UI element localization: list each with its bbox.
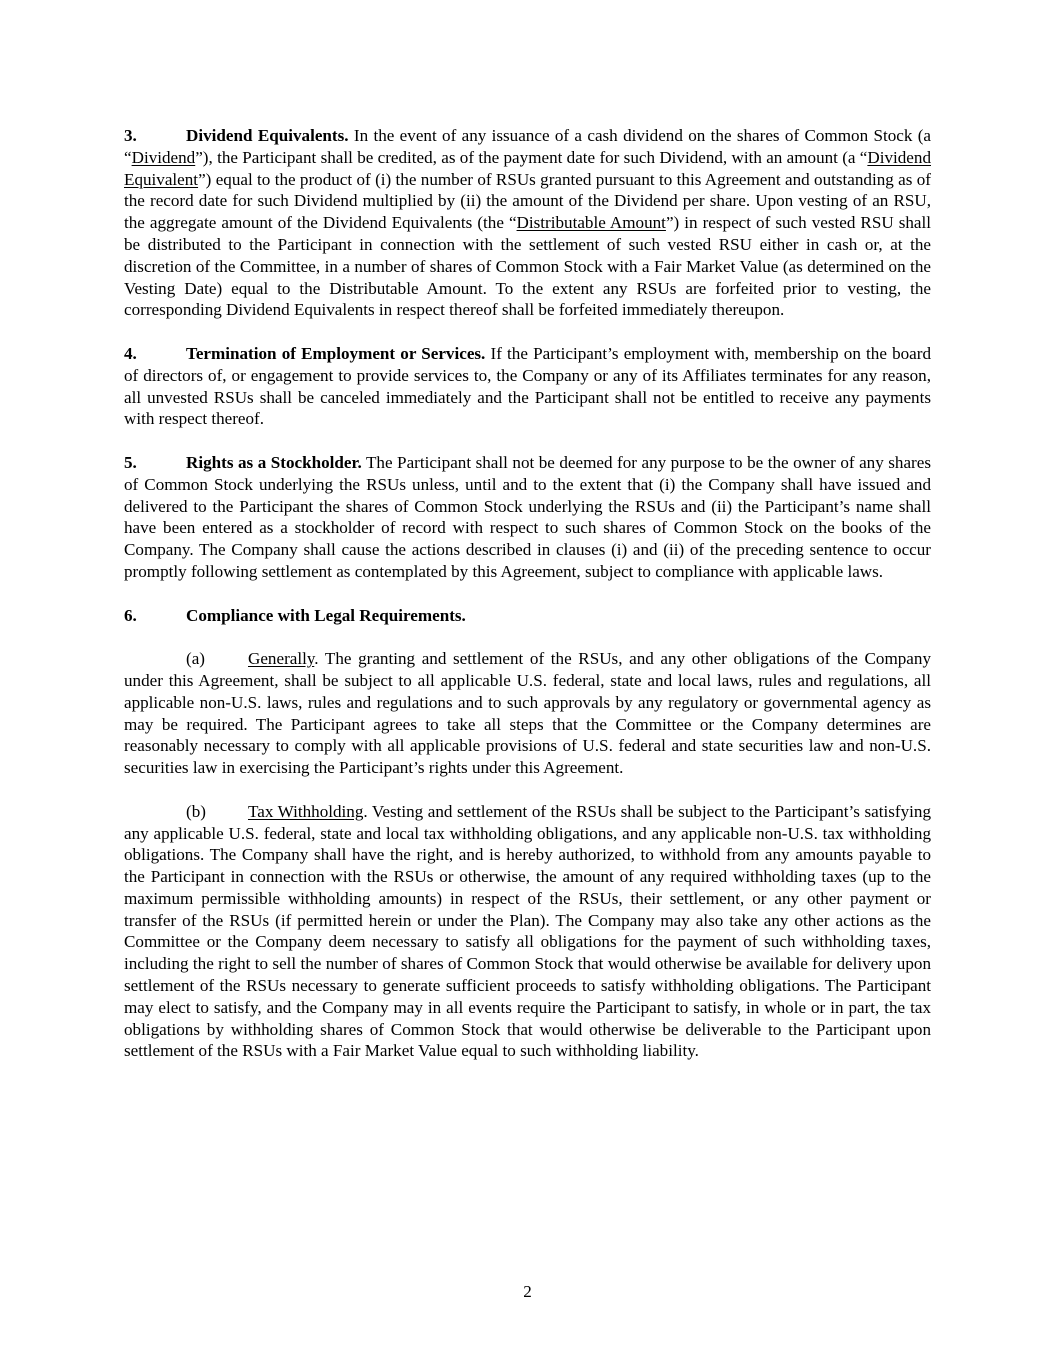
section-heading: Rights as a Stockholder.	[186, 452, 362, 472]
subsection-label: (b)	[186, 801, 206, 821]
page-number: 2	[523, 1282, 532, 1301]
subsection-title: Tax Withholding	[248, 801, 364, 821]
defined-term-distributable-amount: Distributable Amount	[516, 213, 666, 233]
subsection-6b-tax-withholding	[124, 801, 931, 1063]
section-number: 3.	[124, 126, 137, 145]
section-6-compliance	[124, 605, 931, 627]
subsection-title: Generally	[248, 649, 315, 669]
document-page	[124, 125, 931, 1084]
section-text: ”) in respect of such vested RSU shall be distributed to the Participant in connection with the settlement of such vested RSU either in cash or, at the discretion of the Committee, in a number of shares of Common Stock with a Fair Market Value (as determined on the Vesting Date) equal to the Distributable Amount. To the extent any RSUs are forfeited prior to vesting, the corresponding Dividend Equivalents in respect thereof shall be forfeited immediately thereupon.	[124, 213, 931, 320]
defined-term-dividend-equivalent: Dividend Equivalent	[124, 147, 931, 189]
section-text: ”) equal to the product of (i) the number of RSUs granted pursuant to this Agreement and outstanding as of the record date for such Dividend multiplied by (ii) the amount of the Dividend per share. Upon vesting of an RSU, the aggregate amount of the Dividend Equivalents (the “	[124, 169, 931, 233]
section-heading: Termination of Employment or Services.	[186, 343, 486, 363]
section-text: In the event of any issuance of a cash dividend on the shares of Common Stock (a “	[124, 126, 931, 167]
subsection-text: . The granting and settlement of the RSUs, and any other obligations of the Company under this Agreement, shall be subject to all applicable U.S. federal, state and local laws, rules and regulations, all applicable non-U.S. laws, rules and regulations and to such approvals by any regulatory or governmental agency as may be required. The Participant agrees to take all steps that the Committee or the Company determines are reasonably necessary to comply with all applicable provisions of U.S. federal and state securities law and non-U.S. securities law in exercising the Participant’s rights under this Agreement.	[124, 649, 931, 778]
section-heading: Compliance with Legal Requirements.	[186, 605, 466, 625]
defined-term-dividend: Dividend	[131, 147, 196, 167]
section-number: 6.	[124, 605, 137, 625]
subsection-6a-generally	[124, 648, 931, 779]
section-3-dividend-equivalents	[124, 125, 931, 321]
section-heading: Dividend Equivalents.	[186, 126, 349, 145]
section-4-termination	[124, 343, 931, 430]
section-number: 5.	[124, 452, 137, 472]
section-text: If the Participant’s employment with, membership on the board of directors of, or engagement to provide services to, the Company or any of its Affiliates terminates for any reason, all unvested RSUs shall be canceled immediately and the Participant shall not be entitled to receive any payments with respect thereof.	[124, 343, 931, 429]
section-text: The Participant shall not be deemed for any purpose to be the owner of any shares of Common Stock underlying the RSUs unless, until and to the extent that (i) the Company shall have issued and delivered to the Participant the shares of Common Stock underlying the RSUs and (ii) the Participant’s name shall have been entered as a stockholder of record with respect to such shares of Common Stock on the books of the Company. The Company shall cause the actions described in clauses (i) and (ii) of the preceding sentence to occur promptly following settlement as contemplated by this Agreement, subject to compliance with applicable laws.	[124, 452, 931, 581]
subsection-text: . Vesting and settlement of the RSUs shall be subject to the Participant’s satisfying any applicable U.S. federal, state and local tax withholding obligations, and any applicable non-U.S. tax withholding obligations. The Company shall have the right, and is hereby authorized, to withhold from any amounts payable to the Participant in connection with the RSUs or otherwise, the amount of any required withholding taxes (up to the maximum permissible withholding amounts) in respect of the RSUs, their settlement, or any other payment or transfer of the RSUs (if permitted herein or under the Plan). The Company may also take any other actions as the Committee or the Company deem necessary to satisfy all obligations for the payment of such withholding taxes, including the right to sell the number of shares of Common Stock that would otherwise be available for delivery upon settlement of the RSUs necessary to generate sufficient proceeds to satisfy withholding obligations. The Participant may elect to satisfy, and the Company may in all events require the Participant to satisfy, in whole or in part, the tax obligations by withholding shares of Common Stock that would otherwise be deliverable to the Participant upon settlement of the RSUs with a Fair Market Value equal to such withholding liability.	[124, 801, 931, 1061]
subsection-label: (a)	[186, 649, 205, 669]
section-number: 4.	[124, 343, 137, 363]
section-text: ”), the Participant shall be credited, as of the payment date for such Dividend, with an amount (a “	[195, 147, 868, 167]
section-5-rights-as-stockholder	[124, 452, 931, 583]
